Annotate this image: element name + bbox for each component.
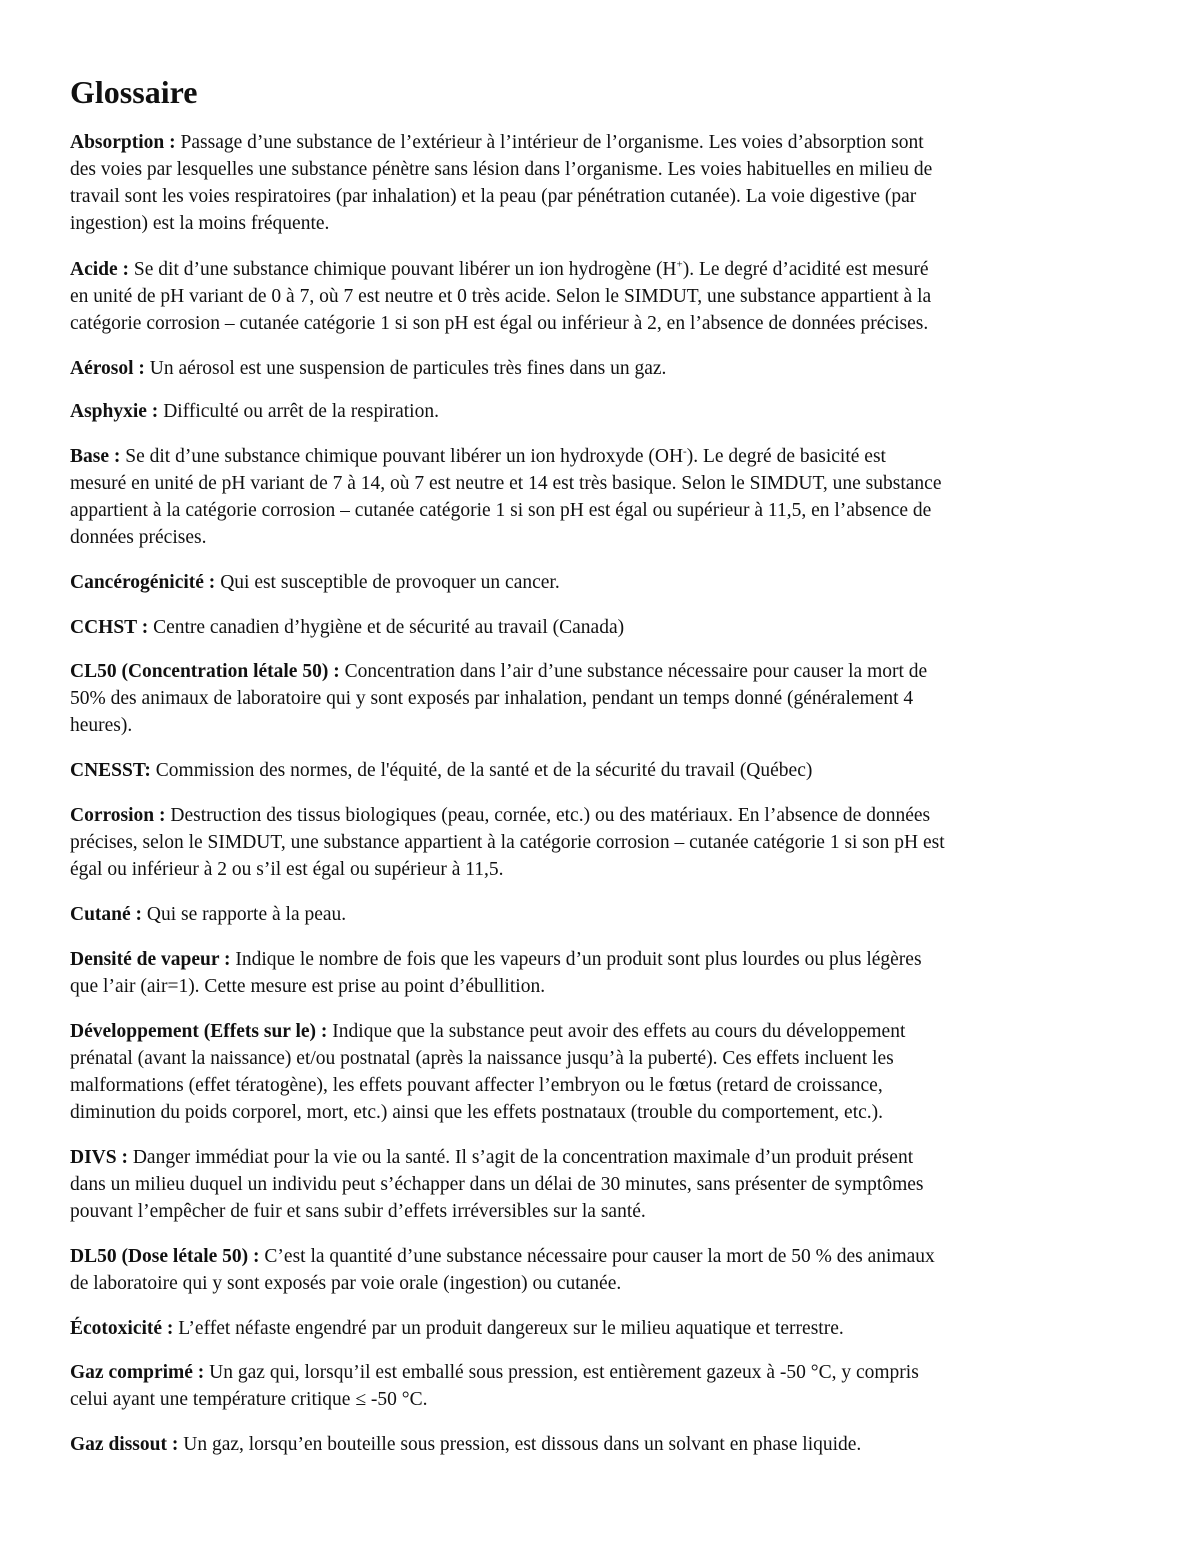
glossary-definition: Difficulté ou arrêt de la respiration.: [158, 401, 439, 422]
glossary-definition-line: heures).: [70, 715, 133, 736]
glossary-definition: ). Le degré d’acidité est mesuré: [682, 259, 929, 280]
glossary-term: Cancérogénicité :: [70, 572, 216, 593]
glossary-definition-line: 50% des animaux de laboratoire qui y sont exposés par inhalation, pendant un temps donné (généralement 4: [70, 688, 914, 709]
glossary-definition-line: mesuré en unité de pH variant de 7 à 14, où 7 est neutre et 14 est très basique. Selon le SIMDUT, une substance: [70, 473, 942, 494]
glossary-term: Base :: [70, 446, 121, 467]
glossary-term: Écotoxicité :: [70, 1318, 174, 1339]
glossary-term: Densité de vapeur :: [70, 949, 231, 970]
glossary-definition: Commission des normes, de l'équité, de la santé et de la sécurité du travail (Québec): [150, 760, 813, 781]
glossary-definition-line: des voies par lesquelles une substance pénètre sans lésion dans l’organisme. Les voies habituelles en milieu de: [70, 159, 933, 180]
glossary-definition-line: dans un milieu duquel un individu peut s’échapper dans un délai de 30 minutes, sans présenter de symptômes: [70, 1174, 924, 1195]
glossary-term: DIVS :: [70, 1147, 128, 1168]
glossary-definition: C’est la quantité d’une substance nécessaire pour causer la mort de 50 % des animaux: [259, 1246, 935, 1267]
glossary-term: Corrosion :: [70, 805, 166, 826]
glossary-definition-line: diminution du poids corporel, mort, etc.) ainsi que les effets postnataux (trouble du comportement, etc.).: [70, 1102, 884, 1123]
glossary-definition-line: appartient à la catégorie corrosion – cutanée catégorie 1 si son pH est égal ou supérieur à 11,5, en l’absence de: [70, 500, 932, 521]
glossary-definition-line: catégorie corrosion – cutanée catégorie 1 si son pH est égal ou inférieur à 2, en l’absence de données précises.: [70, 313, 929, 334]
glossary-entry-cutane: [70, 901, 1145, 928]
glossary-definition: Indique que la substance peut avoir des effets au cours du développement: [327, 1021, 906, 1042]
glossary-term: Acide :: [70, 259, 130, 280]
glossary-entry-cancerogenicite: [70, 569, 1145, 596]
glossary-definition-line: pouvant l’empêcher de fuir et sans subir d’effets irréversibles sur la santé.: [70, 1201, 646, 1222]
glossary-definition-line: celui ayant une température critique ≤ -50 °C.: [70, 1389, 428, 1410]
glossary-definition: L’effet néfaste engendré par un produit dangereux sur le milieu aquatique et terrestre.: [173, 1318, 844, 1339]
glossary-term: DL50 (Dose létale 50) :: [70, 1246, 260, 1267]
glossary-term: Gaz dissout :: [70, 1434, 179, 1455]
glossary-entry-absorption: [70, 129, 1145, 237]
glossary-definition: Concentration dans l’air d’une substance nécessaire pour causer la mort de: [339, 661, 928, 682]
glossary-entry-acide: [70, 256, 1145, 337]
glossary-definition: Se dit d’une substance chimique pouvant libérer un ion hydroxyde (OH: [120, 446, 684, 467]
glossary-entry-divs: [70, 1144, 1145, 1225]
glossary-entry-base: [70, 443, 1145, 551]
glossary-definition-line: données précises.: [70, 527, 207, 548]
glossary-definition-line: ingestion) est la moins fréquente.: [70, 213, 330, 234]
glossary-definition: ). Le degré de basicité est: [686, 446, 886, 467]
glossary-term: Aérosol :: [70, 358, 145, 379]
glossary-definition: Indique le nombre de fois que les vapeurs d’un produit sont plus lourdes ou plus légères: [230, 949, 922, 970]
glossary-term: CL50 (Concentration létale 50) :: [70, 661, 340, 682]
glossary-term: CNESST:: [70, 760, 151, 781]
glossary-entry-dl50: [70, 1243, 1145, 1297]
glossary-definition-line: de laboratoire qui y sont exposés par voie orale (ingestion) ou cutanée.: [70, 1273, 622, 1294]
glossary-definition-line: malformations (effet tératogène), les effets pouvant affecter l’embryon ou le fœtus (retard de croissance,: [70, 1075, 883, 1096]
glossary-definition: Centre canadien d’hygiène et de sécurité au travail (Canada): [148, 617, 625, 638]
glossary-definition: Un gaz qui, lorsqu’il est emballé sous pression, est entièrement gazeux à -50 °C, y compris: [204, 1362, 919, 1383]
glossary-entry-cchst: [70, 614, 1145, 641]
glossary-definition: Danger immédiat pour la vie ou la santé. Il s’agit de la concentration maximale d’un produit présent: [127, 1147, 914, 1168]
glossary-entry-asphyxie: [70, 398, 1145, 425]
glossary-entry-gaz-comprime: [70, 1359, 1145, 1413]
glossary-entry-developpement: [70, 1018, 1145, 1126]
glossary-definition: Qui se rapporte à la peau.: [142, 904, 347, 925]
glossary-term: Gaz comprimé :: [70, 1362, 205, 1383]
glossary-term: Cutané :: [70, 904, 143, 925]
glossary-definition: Un gaz, lorsqu’en bouteille sous pression, est dissous dans un solvant en phase liquide.: [178, 1434, 862, 1455]
glossary-definition-line: prénatal (avant la naissance) et/ou postnatal (après la naissance jusqu’à la puberté). Ces effets incluent les: [70, 1048, 894, 1069]
glossary-term: Développement (Effets sur le) :: [70, 1021, 328, 1042]
glossary-entry-densite-de-vapeur: [70, 946, 1145, 1000]
glossary-term: CCHST :: [70, 617, 149, 638]
page-title: Glossaire: [70, 74, 198, 110]
glossary-definition: Se dit d’une substance chimique pouvant libérer un ion hydrogène (H: [129, 259, 677, 280]
glossary-entry-aerosol: [70, 355, 1145, 382]
glossary-definition: Qui est susceptible de provoquer un cancer.: [215, 572, 560, 593]
glossary-term: Absorption :: [70, 132, 176, 153]
glossary-definition: Passage d’une substance de l’extérieur à l’intérieur de l’organisme. Les voies d’absorption sont: [175, 132, 924, 153]
glossary-term: Asphyxie :: [70, 401, 159, 422]
glossary-definition-line: égal ou inférieur à 2 ou s’il est égal ou supérieur à 11,5.: [70, 859, 504, 880]
glossary-definition-line: travail sont les voies respiratoires (par inhalation) et la peau (par pénétration cutanée). La voie digestive (par: [70, 186, 917, 207]
glossary-definition: Destruction des tissus biologiques (peau, cornée, etc.) ou des matériaux. En l’absence de données: [165, 805, 931, 826]
glossary-definition-line: précises, selon le SIMDUT, une substance appartient à la catégorie corrosion – cutanée catégorie 1 si son pH est: [70, 832, 945, 853]
glossary-entry-cnesst: [70, 757, 1145, 784]
glossary-entry-gaz-dissout: [70, 1431, 1145, 1458]
glossary-entry-ecotoxicite: [70, 1315, 1145, 1342]
superscript-charge: +: [676, 258, 683, 271]
glossary-definition-line: que l’air (air=1). Cette mesure est prise au point d’ébullition.: [70, 976, 546, 997]
glossary-definition: Un aérosol est une suspension de particules très fines dans un gaz.: [144, 358, 667, 379]
superscript-charge: -: [683, 445, 687, 458]
glossary-entry-corrosion: [70, 802, 1145, 883]
glossary-entry-cl50: [70, 658, 1145, 739]
glossary-definition-line: en unité de pH variant de 0 à 7, où 7 est neutre et 0 très acide. Selon le SIMDUT, une substance appartient à la: [70, 286, 932, 307]
